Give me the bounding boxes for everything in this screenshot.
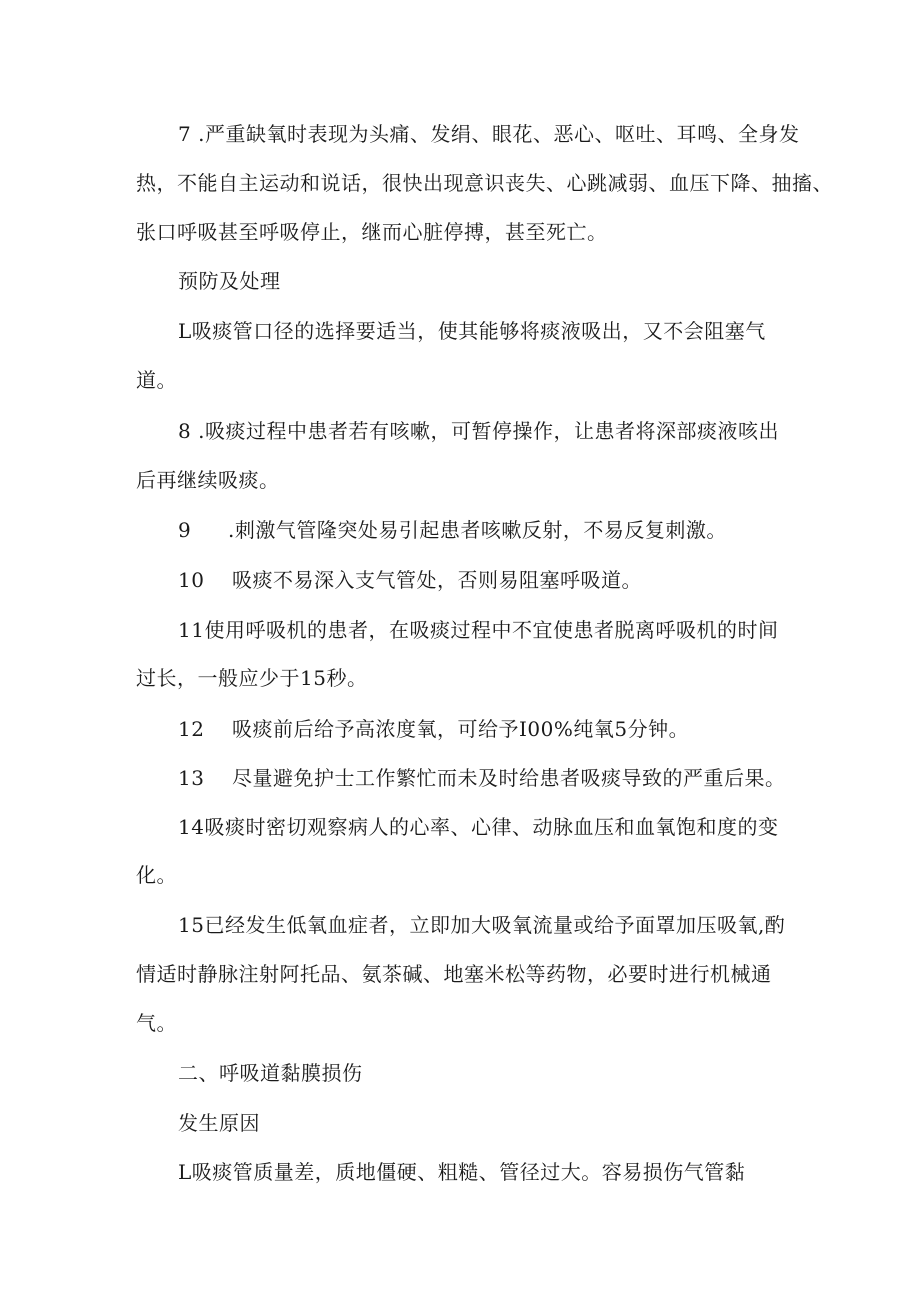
paragraph-line: 过长，一般应少于15秒。 [136,666,368,690]
paragraph-line: L吸痰管质量差，质地僵硬、粗糙、管径过大。容易损伤气管黏 [178,1160,746,1184]
paragraph-line: 8 .吸痰过程中患者若有咳嗽，可暂停操作，让患者将深部痰液咳出 [178,419,779,443]
paragraph-line: 尽量避免护士工作繁忙而未及时给患者吸痰导致的严重后果。 [232,766,786,790]
paragraph-line: L吸痰管口径的选择要适当，使其能够将痰液吸出，又不会阻塞气 [178,319,766,343]
paragraph-line: 吸痰不易深入支气管处，否则易阻塞呼吸道。 [232,568,642,592]
list-number: 9 [178,518,192,542]
paragraph-line: 张口呼吸甚至呼吸停止，继而心脏停搏，甚至死亡。 [136,220,608,244]
section-heading: 二、呼吸道黏膜损伤 [178,1061,363,1085]
section-heading: 发生原因 [178,1111,260,1135]
list-number: 13 [178,766,205,790]
paragraph-line: 吸痰前后给予高浓度氧，可给予I00%纯氧5分钟。 [232,717,690,741]
paragraph-line: 热，不能自主运动和说话，很快出现意识丧失、心跳减弱、血压下降、抽搐、 [136,171,833,195]
paragraph-line: 15已经发生低氧血症者，立即加大吸氧流量或给予面罩加压吸氧,酌 [178,913,786,937]
paragraph-line: 14吸痰时密切观察病人的心率、心律、动脉血压和血氧饱和度的变 [178,815,779,839]
list-number: 10 [178,568,205,592]
section-heading: 预防及处理 [178,269,281,293]
paragraph-line: 情适时静脉注射阿托品、氨茶碱、地塞米松等药物，必要时进行机械通 [136,962,772,986]
list-number: 12 [178,717,205,741]
paragraph-line: .刺激气管隆突处易引起患者咳嗽反射，不易反复刺激。 [228,518,727,542]
paragraph-line: 道。 [136,368,177,392]
paragraph-line: 11使用呼吸机的患者，在吸痰过程中不宜使患者脱离呼吸机的时间 [178,618,779,642]
paragraph-line: 化。 [136,863,177,887]
paragraph-line: 7 .严重缺氧时表现为头痛、发绢、眼花、恶心、呕吐、耳鸣、全身发 [178,122,800,146]
paragraph-line: 气。 [136,1011,177,1035]
paragraph-line: 后再继续吸痰。 [136,468,280,492]
